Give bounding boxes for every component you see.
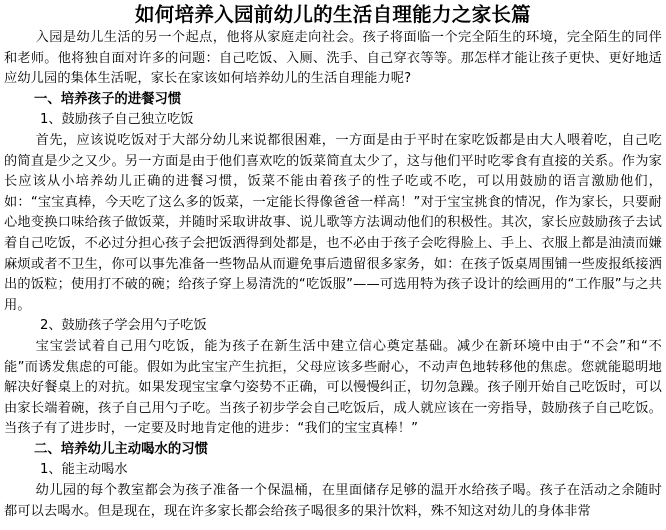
section-heading-eating: 一、培养孩子的进餐习惯 [34, 91, 182, 107]
paragraph-spoon-use: 宝宝尝试着自己用勺吃饭，能为孩子在新生活中建立信心奠定基础。减少在新环境中由于“不会”和“不能”而诱发焦虑的可能。假如为此宝宝产生抗拒，父母应该多些耐心，不动声色地转移他的焦虑。您就能聪明地解决好餐桌上的对抗。如果发现宝宝拿勺姿势不正确，可以慢慢纠正，切勿急躁。孩子刚开始自己吃饭时，可以由家长端着碗，孩子自己用勺子吃。当孩子初步学会自己吃饭后，成人就应该在一旁指导，鼓励孩子自己吃饭。当孩子有了进步时，一定要及时地肯定他的进步：“我们的宝宝真棒！” [4, 338, 662, 437]
subheading-spoon-use: 2、鼓励孩子学会用勺子吃饭 [40, 318, 207, 334]
section-heading-drinking: 二、培养幼儿主动喝水的习惯 [34, 441, 209, 457]
subheading-independent-eating: 1、鼓励孩子自己独立吃饭 [40, 112, 194, 128]
subheading-active-drinking: 1、能主动喝水 [40, 462, 128, 478]
paragraph-active-drinking: 幼儿园的每个教室都会为孩子准备一个保温桶，在里面储存足够的温开水给孩子喝。孩子在活动之余随时都可以去喝水。但是现在，现在许多家长都会给孩子喝很多的果汁饮料，殊不知这对幼儿的身体非常 [4, 483, 662, 519]
paragraph-independent-eating: 首先，应该说吃饭对于大部分幼儿来说都很困难，一方面是由于平时在家吃饭都是由大人喂着吃，自己吃的简直是少之又少。另一方面是由于他们喜欢吃的饭菜简直太少了，这与他们平时吃零食有直接的关系。作为家长应该从小培养幼儿正确的进餐习惯，饭菜不能由着孩子的性子吃或不吃，可以用鼓励的语言激励他们，如：“宝宝真棒，今天吃了这么多的饭菜，一定能长得像爸爸一样高！”对于宝宝挑食的情况，作为家长，只要耐心地变换口味给孩子做饭菜，并随时采取讲故事、说儿歌等方法调动他们的积极性。其次，家长应鼓励孩子去试着自己吃饭，不必过分担心孩子会把饭洒得到处都是，也不必由于孩子会吃得脸上、手上、衣服上都是油渍而嫌麻烦或者不卫生，你可以事先准备一些物品从而避免事后遗留很多家务，如：在孩子饭桌周围铺一些废报纸接洒出的饭粒；使用打不破的碗；给孩子穿上易清洗的“吃饭服”——可选用特为孩子设计的绘画用的“工作服”与之共用。 [4, 132, 662, 313]
intro-paragraph: 入园是幼儿生活的另一个起点，他将从家庭走向社会。孩子将面临一个完全陌生的环境，完全陌生的同伴和老师。他将独自面对许多的问题：自己吃饭、入厕、洗手、自己穿衣等等。那怎样才能让孩子更快、更好地适应幼儿园的集体生活呢，家长在家该如何培养幼儿的生活自理能力呢? [4, 30, 662, 87]
document-title: 如何培养入园前幼儿的生活自理能力之家长篇 [134, 3, 531, 26]
